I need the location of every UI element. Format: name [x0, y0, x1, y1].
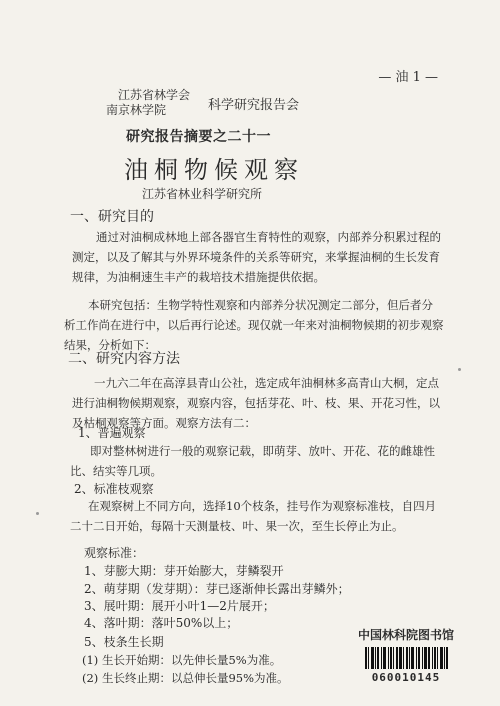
page-number: — 油 1 —: [378, 70, 438, 85]
standard-item: 3、展叶期：展开小叶1—2片展开；: [84, 599, 275, 613]
standards-heading: 观察标准：: [84, 546, 145, 560]
library-stamp: [346, 626, 466, 684]
org-name-1: 江苏省林学会: [118, 88, 191, 102]
subheading-standard-branch: 2、标准枝观察: [74, 482, 154, 496]
section-heading-methods: 二、研究内容方法: [68, 351, 180, 367]
author-line: 江苏省林业科学研究所: [142, 187, 263, 201]
methods-paragraph: 一九六二年在高淳县青山公社，选定成年油桐林多高青山大桐，定点进行油桐物候期观察，观察内容，包括芽花、叶、枝、果、开花习性，以及枯桐观察等方面。观察方法有二：: [72, 376, 440, 430]
purpose-paragraph-1: 通过对油桐成林地上部各器官生育特性的观察，内部养分积累过程的测定，以及了解其与外界环境条件的关系等研究，来掌握油桐的生长发育规律，为油桐速生丰产的栽培技术措施提供依据。: [72, 230, 441, 284]
subheading-general-observation: 1、普遍观察: [78, 426, 146, 440]
series-label: 研究报告摘要之二十一: [126, 129, 271, 145]
shoot-growth-item: (1) 生长开始期：以先伸长量5%为准。: [82, 653, 282, 667]
shoot-growth-item: (2) 生长终止期：以总伸长量95%为准。: [82, 671, 289, 685]
library-name: 中国林科院图书馆: [357, 628, 454, 642]
purpose-paragraph-2: 本研究包括：生物学特性观察和内部养分状况测定二部分，但后者分析工作尚在进行中，以后再行论述。现仅就一年来对油桐物候期的初步观察结果，分析如下：: [64, 298, 444, 352]
standard-item: 1、芽膨大期：芽开始膨大，芽鳞裂开: [84, 564, 284, 578]
paper-speck: [458, 368, 461, 371]
barcode-number: 060010145: [371, 671, 441, 684]
standard-item: 2、萌芽期（发芽期）：芽已逐渐伸长露出芽鳞外；: [84, 582, 350, 596]
standard-item: 4、落叶期：落叶50%以上；: [84, 616, 239, 630]
paper-speck: [36, 512, 39, 515]
document-title: 油桐物候观察: [124, 156, 304, 184]
section-heading-purpose: 一、研究目的: [70, 209, 154, 225]
meeting-name: 科学研究报告会: [208, 98, 300, 113]
standard-item: 5、枝条生长期: [84, 635, 164, 649]
barcode-icon: [346, 647, 466, 669]
general-observation-text: 即对整林树进行一般的观察记载，即萌芽、放叶、开花、花的雌雄性比、结实等几项。: [70, 444, 435, 478]
org-name-2: 南京林学院: [106, 103, 167, 117]
standard-branch-text: 在观察树上不同方向，选择10个枝条，挂号作为观察标准枝，自四月二十二日开始，每隔十天测量枝、叶、果一次，至生长停止为止。: [70, 499, 437, 533]
